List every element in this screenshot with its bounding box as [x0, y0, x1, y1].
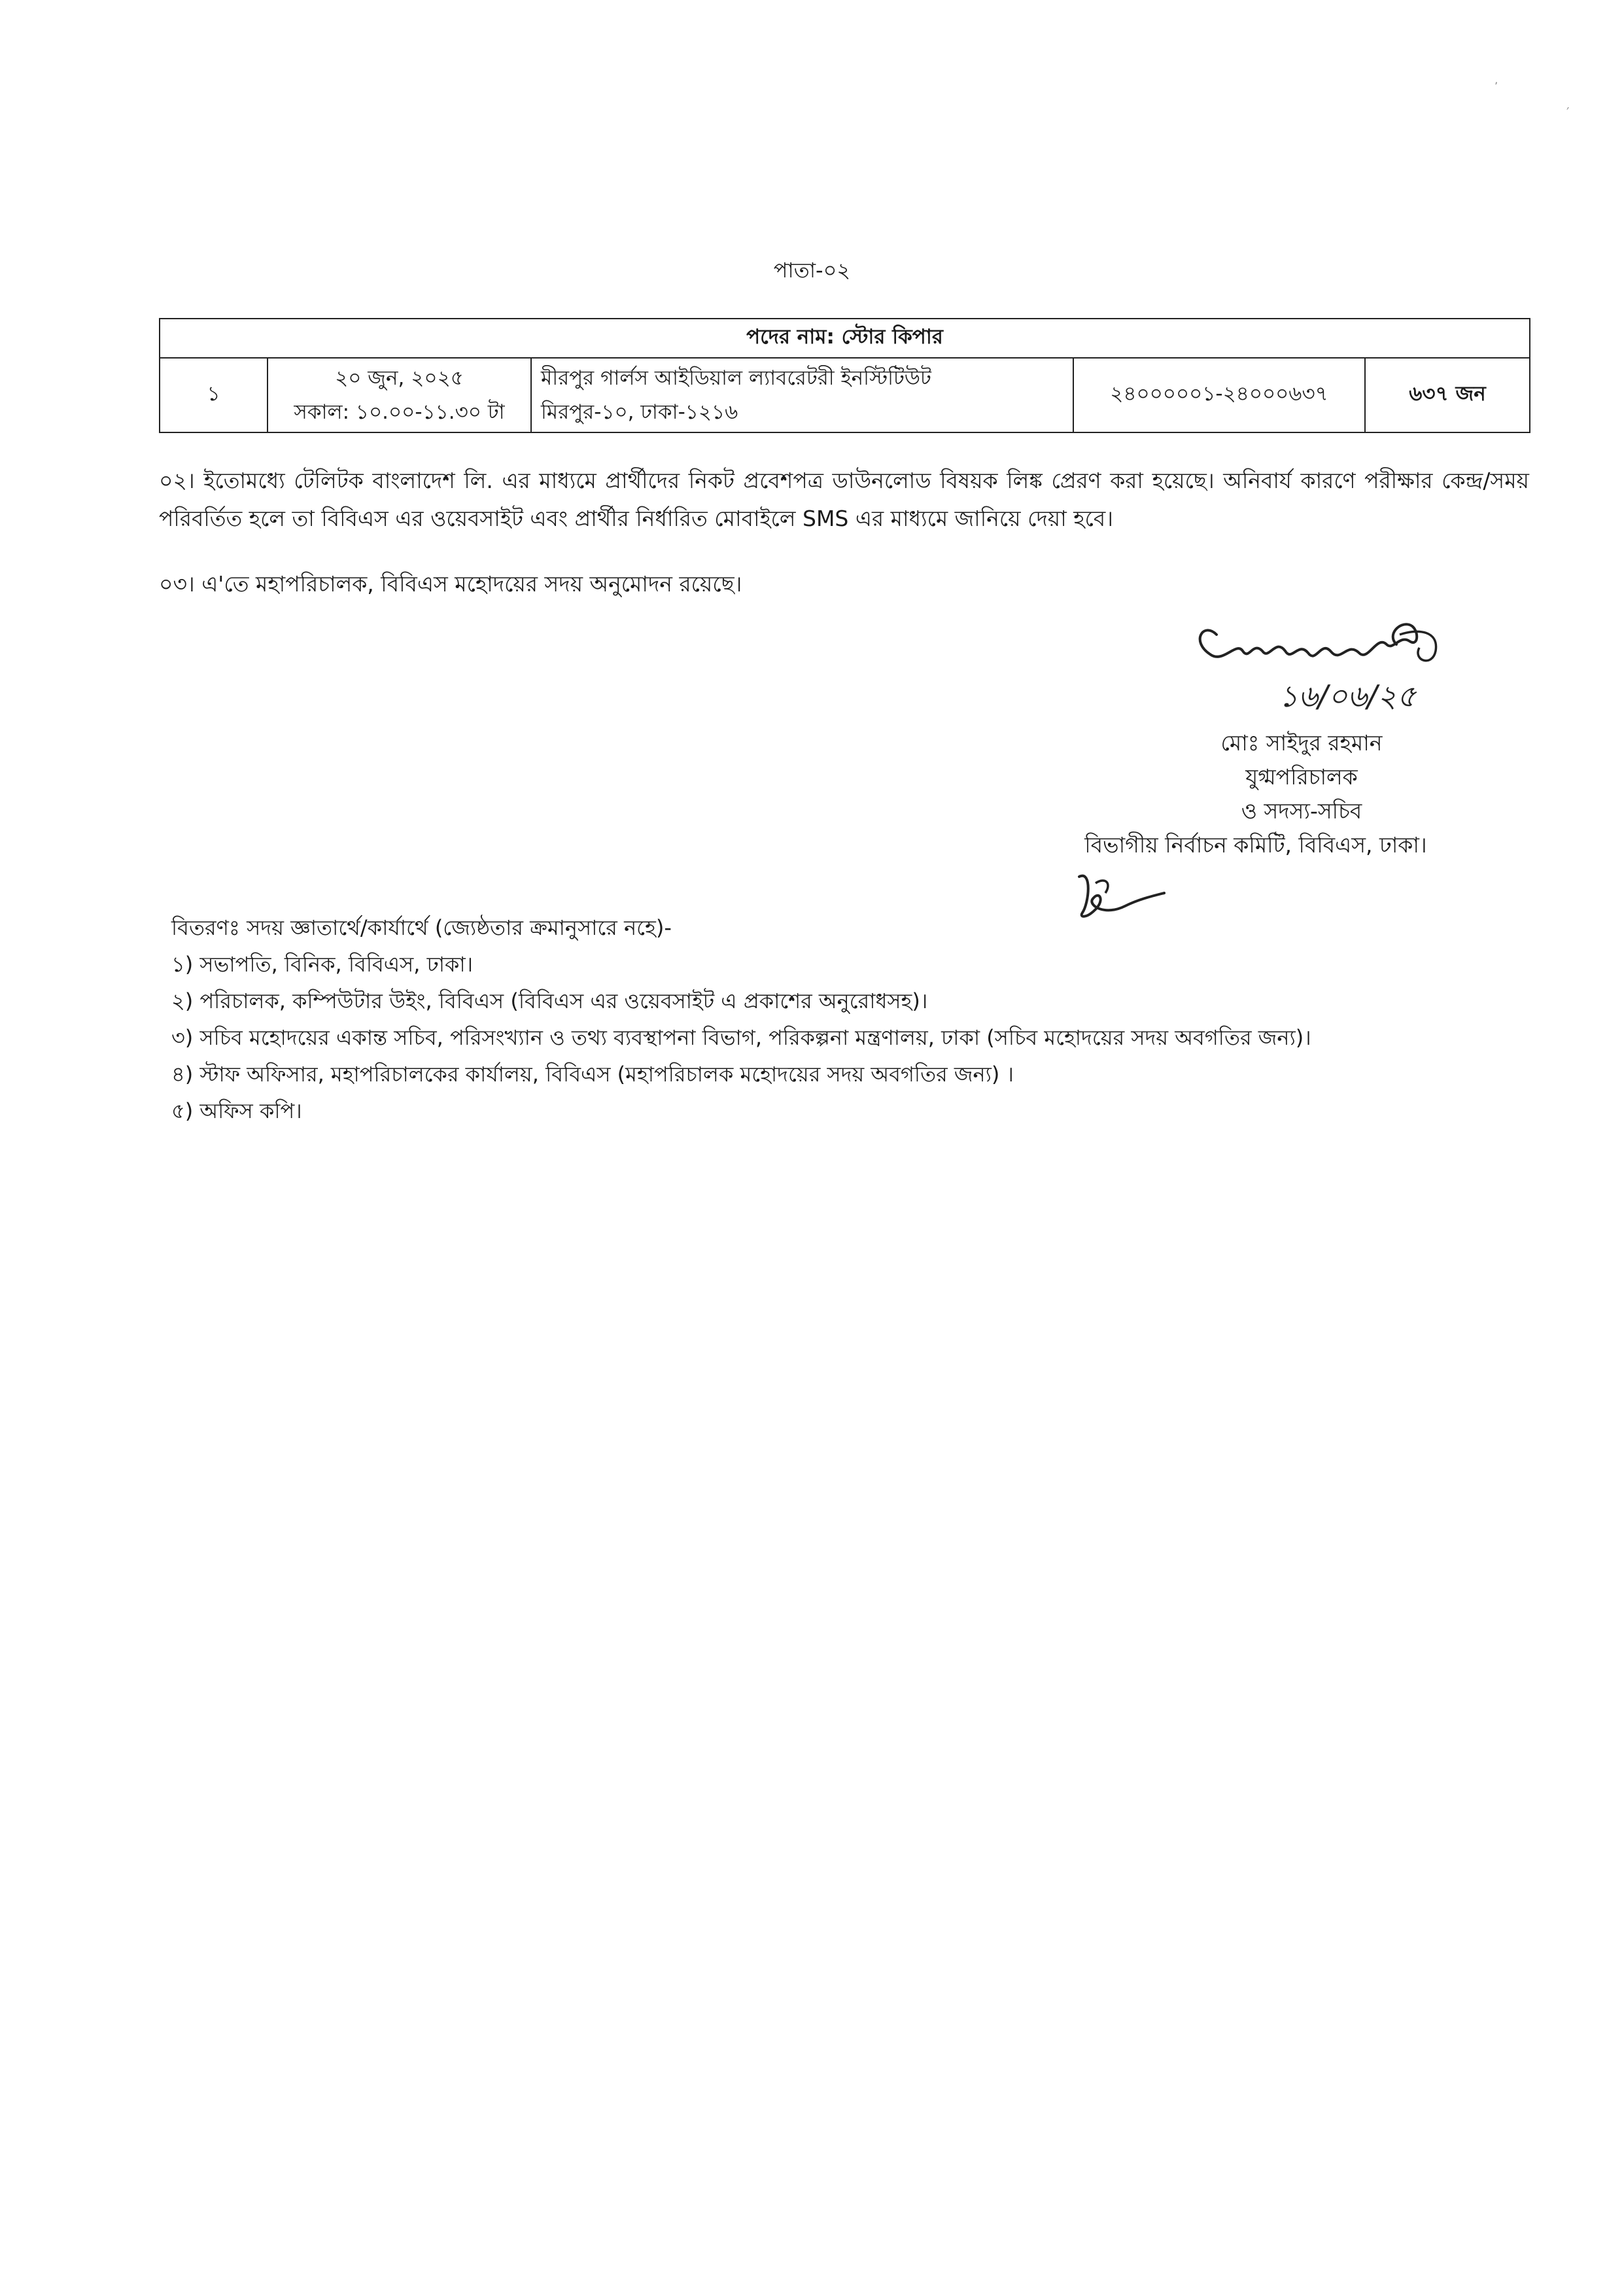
post-name-heading: পদের নাম: স্টোর কিপার: [160, 319, 1530, 358]
signatory-role: ও সদস্য-সচিব: [1241, 798, 1362, 824]
list-item: ১) সভাপতি, বিনিক, বিবিএস, ঢাকা।: [171, 952, 474, 977]
scan-mark: ’: [1494, 80, 1498, 92]
scan-mark: ′: [1566, 105, 1570, 120]
table-heading-row: [160, 319, 1530, 358]
signatory-designation: যুগ্মপরিচালক: [1245, 764, 1358, 790]
signature-date: ১৬/০৬/২৫: [1279, 678, 1417, 714]
paragraph-02: ০২। ইতোমধ্যে টেলিটক বাংলাদেশ লি. এর মাধ্যমে প্রার্থীদের নিকট প্রবেশপত্র ডাউনলোড বিষয়ক লিঙ্ক প্রেরণ করা হয়েছে। অনিবার্য কারণে পরীক্ষার কেন্দ্র/সময় পরিবর্তিত হলে তা বিবিএস এর ওয়েবসাইট এবং প্রার্থীর নির্ধারিত মোবাইলে SMS এর মাধ্যমে জানিয়ে দেয়া হবে।: [159, 468, 1529, 531]
distribution-list: [171, 909, 1532, 1129]
handwritten-signature: [1112, 615, 1530, 720]
page-number: পাতা-০২: [773, 258, 851, 283]
signatory-office: বিভাগীয় নির্বাচন কমিটি, বিবিএস, ঢাকা।: [1084, 832, 1427, 858]
paragraph-03: ০৩। এ'তে মহাপরিচালক, বিবিএস মহোদয়ের সদয় অনুমোদন রয়েছে।: [159, 571, 742, 597]
exam-time: সকাল: ১০.০০-১১.৩০ টা: [294, 400, 505, 424]
table-row: [160, 358, 1530, 432]
list-item: ৪) স্টাফ অফিসার, মহাপরিচালকের কার্যালয়, বিবিএস (মহাপরিচালক মহোদয়ের সদয় অবগতির জন্য) ।: [171, 1062, 1014, 1087]
distribution-title: বিতরণঃ সদয় জ্ঞাতার্থে/কার্যার্থে (জ্যেষ্ঠতার ক্রমানুসারে নহে)-: [171, 915, 672, 940]
venue-name: মীরপুর গার্লস আইডিয়াল ল্যাবরেটরী ইনস্টিটিউট: [541, 366, 931, 390]
serial-cell: ১: [160, 358, 268, 432]
date-time-cell: [268, 358, 531, 432]
venue-cell: [531, 358, 1073, 432]
list-item: ২) পরিচালক, কম্পিউটার উইং, বিবিএস (বিবিএস এর ওয়েবসাইট এ প্রকাশের অনুরোধসহ)।: [171, 989, 928, 1013]
candidate-count-cell: ৬৩৭ জন: [1365, 358, 1530, 432]
signatory-block: [1020, 726, 1491, 862]
venue-address: মিরপুর-১০, ঢাকা-১২১৬: [541, 400, 738, 424]
list-item: ৩) সচিব মহোদয়ের একান্ত সচিব, পরিসংখ্যান ও তথ্য ব্যবস্থাপনা বিভাগ, পরিকল্পনা মন্ত্রণালয়, ঢাকা (সচিব মহোদয়ের সদয় অবগতির জন্য)।: [171, 1025, 1311, 1050]
exam-schedule-table: [159, 318, 1530, 433]
list-item: ৫) অফিস কপি।: [171, 1098, 302, 1123]
exam-date: ২০ জুন, ২০২৫: [335, 366, 464, 390]
signatory-name: মোঃ সাইদুর রহমান: [1220, 730, 1383, 756]
roll-range-cell: ২৪০০০০০১-২৪০০০৬৩৭: [1073, 358, 1365, 432]
